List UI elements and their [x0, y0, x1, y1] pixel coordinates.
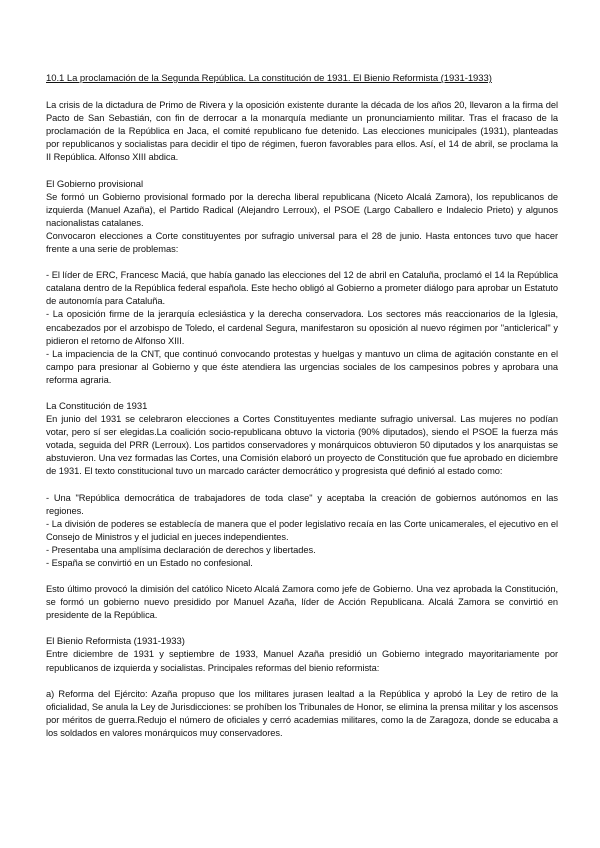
- provisional-item-2: - La oposición firme de la jerarquía eclesiástica y la derecha conservadora. Los sectores más reaccionarios de la Iglesia, encabezados por el arzobispo de Toledo, el cardenal Segura, manifestaron su oposición al nuevo régimen por "anticlerical" y pidieron el retorno de Alfonso XIII.: [46, 309, 558, 346]
- constitution-paragraph-2: Esto último provocó la dimisión del católico Niceto Alcalá Zamora como jefe de Gobierno. Una vez aprobada la Constitución, se formó un gobierno nuevo presidido por Manuel Azaña, líder de Acción Republicana. Alcalá Zamora se convirtió en presidente de la República.: [46, 584, 558, 621]
- document-body: [46, 72, 558, 740]
- constitution-item-4: - España se convirtió en un Estado no confesional.: [46, 558, 253, 568]
- section-heading-bienio: El Bienio Reformista (1931-1933): [46, 636, 185, 648]
- bienio-paragraph-1: Entre diciembre de 1931 y septiembre de 1933, Manuel Azaña presidió un Gobierno integrado mayoritariamente por republicanos de izquierda y socialistas. Principales reformas del bienio reformista:: [46, 649, 558, 673]
- intro-paragraph: La crisis de la dictadura de Primo de Rivera y la oposición existente durante la década de los años 20, llevaron a la firma del Pacto de San Sebastián, con fin de derrocar a la monarquía mediante un pronunciamiento militar. Tras el fracaso de la proclamación de la República en Jaca, el comité republicano fue detenido. Las elecciones municipales (1931), planteadas por republicanos y socialistas para decidir el tipo de régimen, fueron favorables para ellos. Así, el 14 de abril, se proclama la II República. Alfonso XIII abdica.: [46, 100, 558, 163]
- constitution-item-1: - Una "República democrática de trabajadores de toda clase" y aceptaba la creación de gobiernos autónomos en las regiones.: [46, 492, 558, 516]
- provisional-paragraph-1: Se formó un Gobierno provisional formado por la derecha liberal republicana (Niceto Alcalá Zamora), los republicanos de izquierda (Manuel Azaña), el Partido Radical (Alejandro Lerroux), el PSOE (Largo Caballero e Indalecio Prieto) y algunos nacionalistas catalanes.: [46, 191, 558, 228]
- constitution-item-3: - Presentaba una amplísima declaración de derechos y libertades.: [46, 544, 316, 555]
- constitution-paragraph-1: En junio del 1931 se celebraron elecciones a Cortes Constituyentes mediante sufragio universal. Las mujeres no podían votar, pero sí ser elegidas.La coalición socio-republicana obtuvo la victoria (90% diputados), siendo el PSOE la fuerza más votada, seguida del PRR (Lerroux). Los partidos conservadores y monárquicos obtuvieron 50 diputados y los anarquistas se abstuvieron. Una vez formadas las Cortes, una Comisión elaboró un proyecto de Constitución que fue aprobado en diciembre de 1931. El texto constitucional tuvo un marcado carácter democrático y progresista qué definió al estado como:: [46, 414, 558, 477]
- provisional-item-3: - La impaciencia de la CNT, que continuó convocando protestas y huelgas y mantuvo un clima de agitación constante en el campo para presionar al Gobierno y que éste atendiera las urgencias sociales de los campesinos pobres y aprobara una reforma agraria.: [46, 348, 558, 385]
- section-heading-provisional: El Gobierno provisional: [46, 178, 144, 190]
- constitution-item-2: - La división de poderes se establecía de manera que el poder legislativo recaía en las Corte unicamerales, el ejecutivo en el Consejo de Ministros y el judicial en jueces independientes.: [46, 518, 558, 542]
- document-title: 10.1 La proclamación de la Segunda República. La constitución de 1931. El Bienio Reformista (1931-1933): [46, 73, 492, 84]
- provisional-paragraph-2: Convocaron elecciones a Corte constituyentes por sufragio universal para el 28 de junio. Hasta entonces tuvo que hacer frente a una serie de problemas:: [46, 230, 558, 255]
- section-heading-constitution: La Constitución de 1931: [46, 400, 148, 412]
- bienio-paragraph-2: a) Reforma del Ejército: Azaña propuso que los militares jurasen lealtad a la República y aprobó la Ley de retiro de la oficialidad, Se anula la Ley de Jurisdicciones: se prohíben los Tribunales de Honor, se elimina la prensa militar y los ascensos por méritos de guerra.Redujo el número de oficiales y cerró academias militares, como la de Zaragoza, donde se educaba a los soldados en valores monárquicos muy conservadores.: [46, 688, 558, 738]
- provisional-item-1: - El líder de ERC, Francesc Maciá, que había ganado las elecciones del 12 de abril en Cataluña, proclamó el 14 la República catalana dentro de la República federal española. Este hecho obligó al Gobierno a prometer diálogo para aprobar un Estatuto de autonomía para Cataluña.: [46, 270, 558, 307]
